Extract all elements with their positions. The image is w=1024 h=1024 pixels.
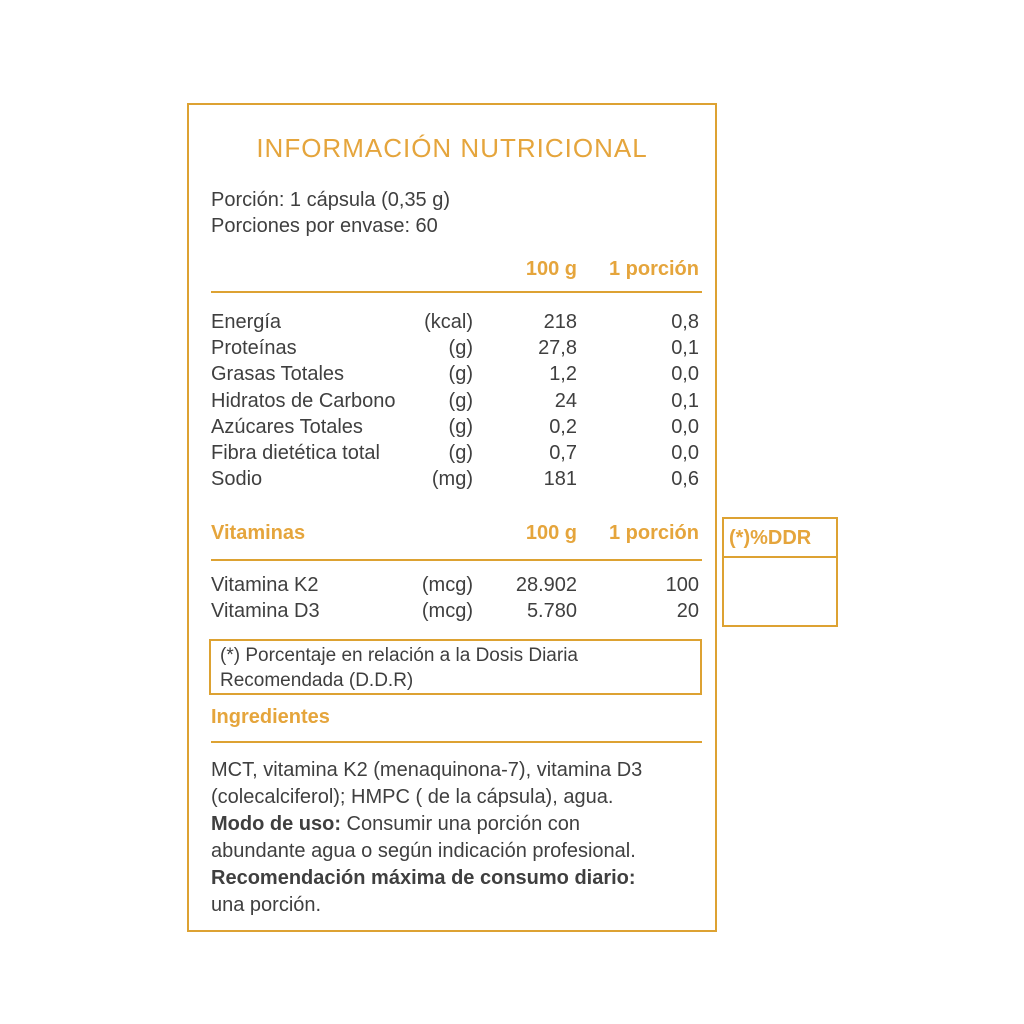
vitamin-label: Vitamina K2	[211, 574, 319, 596]
column-header-per-100g: 100 g	[525, 522, 577, 544]
table-row	[211, 335, 699, 361]
value-per-100g: 27,8	[538, 337, 577, 360]
ingredients-text	[211, 757, 705, 919]
nutrition-label-panel	[187, 103, 717, 932]
footnote-text-line: (*) Porcentaje en relación a la Dosis Diaria	[220, 645, 578, 666]
value-per-serving: 0,6	[671, 468, 699, 491]
value-per-serving: 0,0	[671, 415, 699, 438]
serving-size-line: Porción: 1 cápsula (0,35 g)	[211, 189, 451, 211]
ingredients-text-line	[211, 865, 705, 892]
vitamins-table	[211, 572, 699, 624]
value-per-100g: 218	[543, 311, 577, 333]
table-row	[211, 309, 699, 335]
table-row	[211, 388, 699, 414]
vitamin-unit: (mcg)	[421, 600, 473, 622]
value-per-100g: 181	[543, 468, 577, 491]
servings-per-container-line: Porciones por envase: 60	[211, 215, 438, 237]
nutrient-label: Energía	[211, 311, 282, 333]
value-per-serving: 100	[665, 574, 699, 596]
ingredients-text-line	[211, 757, 705, 784]
nutrient-label: Grasas Totales	[211, 363, 345, 386]
ingredients-section-heading: Ingredientes	[211, 706, 330, 728]
nutrient-unit: (kcal)	[424, 311, 473, 333]
ddr-footnote-box	[209, 639, 702, 695]
nutrient-unit: (g)	[448, 442, 473, 465]
page-title: INFORMACIÓN NUTRICIONAL	[256, 133, 648, 163]
table-row	[211, 440, 699, 466]
column-header-per-serving: 1 porción	[608, 258, 699, 280]
table-row	[211, 361, 699, 387]
ddr-values	[724, 558, 836, 569]
divider-line	[211, 291, 702, 293]
footnote-text-line: Recomendada (D.D.R)	[220, 670, 414, 691]
value-per-serving: 0,1	[671, 389, 699, 412]
ingredients-text-line	[211, 892, 705, 919]
ingredients-text-segment: una porción.	[211, 894, 322, 916]
vitamins-section-heading: Vitaminas	[211, 522, 306, 544]
ingredients-bold-segment: Recomendación máxima de consumo diario:	[211, 867, 636, 889]
table-row	[211, 414, 699, 440]
nutrition-table	[211, 309, 699, 492]
table-row	[211, 572, 699, 598]
spacer-cell	[405, 521, 473, 545]
nutrient-unit: (g)	[448, 389, 473, 412]
vitamins-column-headers	[211, 521, 699, 545]
vitamin-unit: (mcg)	[421, 574, 473, 596]
spacer-cell	[405, 257, 473, 281]
value-per-serving: 0,1	[671, 337, 699, 360]
nutrition-column-headers	[211, 257, 699, 281]
spacer-cell	[211, 257, 405, 281]
table-row	[211, 598, 699, 624]
nutrient-unit: (g)	[448, 415, 473, 438]
nutrient-unit: (mg)	[431, 468, 473, 491]
serving-info	[211, 187, 681, 239]
value-per-serving: 0,8	[671, 311, 699, 333]
value-per-serving: 0,0	[671, 442, 699, 465]
value-per-100g: 28.902	[515, 574, 577, 596]
ingredients-text-segment: Consumir una porción con	[340, 813, 580, 835]
ingredients-text-segment: (colecalciferol); HMPC ( de la cápsula), agua.	[211, 786, 614, 808]
column-header-per-100g: 100 g	[525, 258, 577, 280]
ddr-percentage-box	[722, 517, 838, 627]
column-header-per-serving: 1 porción	[608, 522, 699, 544]
value-per-100g: 24	[554, 389, 577, 412]
nutrient-label: Fibra dietética total	[211, 442, 380, 465]
nutrient-label: Hidratos de Carbono	[211, 389, 396, 412]
ddr-column-header: (*)%DDR	[724, 519, 836, 558]
nutrient-unit: (g)	[448, 363, 473, 386]
divider-line	[211, 741, 702, 743]
nutrient-label: Proteínas	[211, 337, 297, 360]
ingredients-text-line	[211, 838, 705, 865]
ingredients-bold-segment: Modo de uso:	[211, 813, 341, 835]
nutrient-label: Azúcares Totales	[211, 415, 363, 438]
nutrient-label: Sodio	[211, 468, 263, 491]
nutrient-unit: (g)	[448, 337, 473, 360]
value-per-100g: 0,7	[549, 442, 577, 465]
divider-line	[211, 559, 702, 561]
value-per-100g: 5.780	[526, 600, 577, 622]
table-row	[211, 466, 699, 492]
ingredients-text-segment: abundante agua o según indicación profesional.	[211, 840, 636, 862]
value-per-serving: 0,0	[671, 363, 699, 386]
value-per-100g: 0,2	[549, 415, 577, 438]
value-per-100g: 1,2	[549, 363, 577, 386]
ingredients-text-line	[211, 784, 705, 811]
value-per-serving: 20	[676, 600, 699, 622]
vitamin-label: Vitamina D3	[211, 600, 320, 622]
ingredients-text-segment: MCT, vitamina K2 (menaquinona-7), vitamina D3	[211, 759, 643, 781]
ingredients-text-line	[211, 811, 705, 838]
